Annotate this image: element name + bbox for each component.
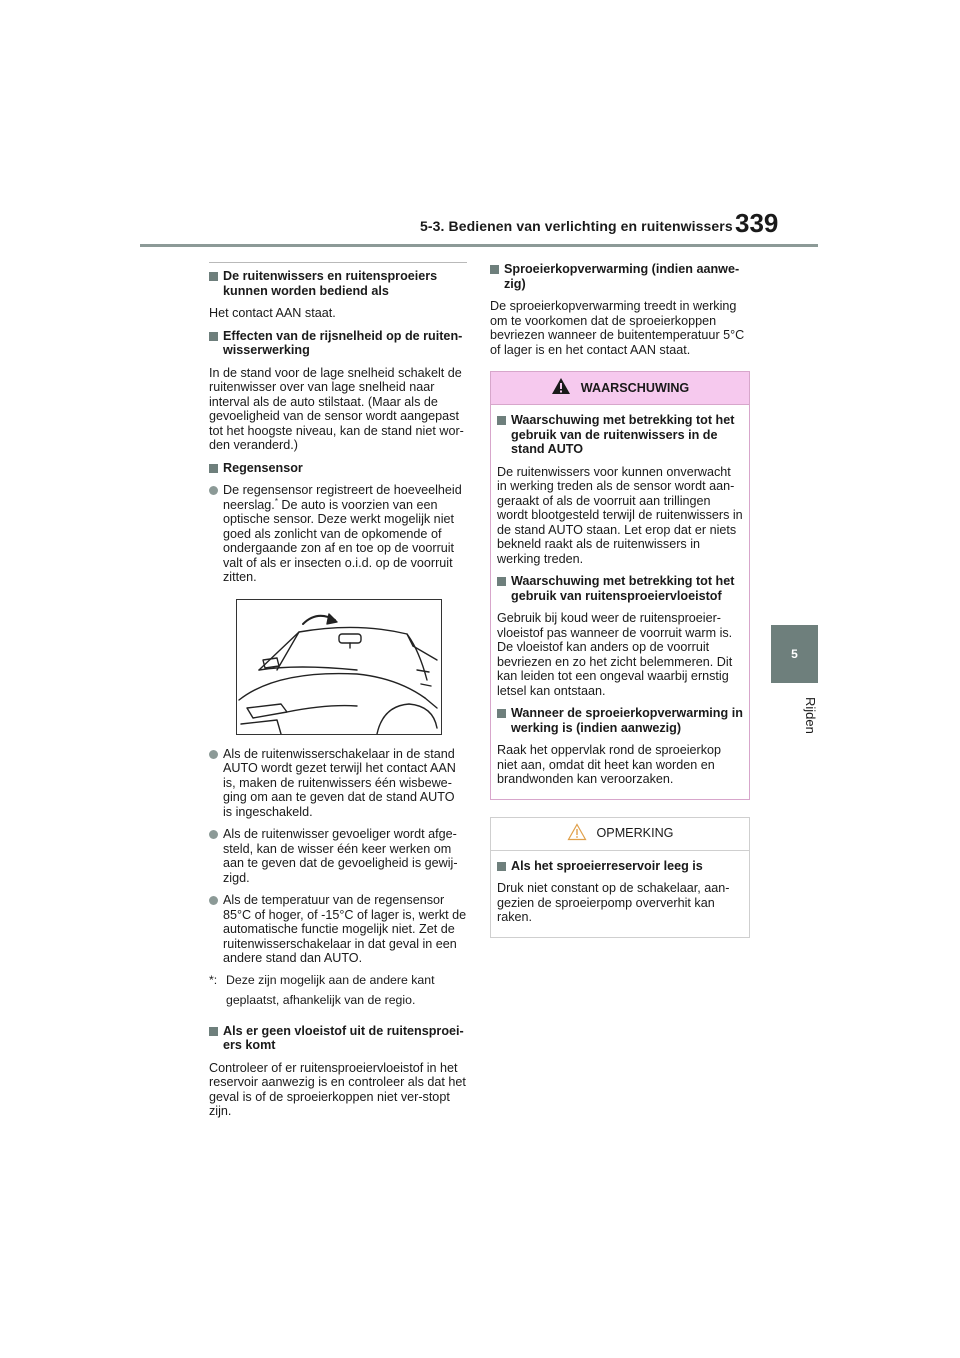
paragraph: Controleer of er ruitensproeiervloeistof in het reservoir aanwezig is en controleer als dat het geval is of de sproeierkoppen niet ver-stopt zijn. [209, 1060, 466, 1118]
page-number: 339 [735, 208, 779, 238]
caution-triangle-icon [567, 823, 587, 845]
round-bullet-icon [209, 486, 218, 495]
section-heading: Sproeierkopverwarming (indien aanwe-zig) [490, 262, 750, 291]
right-column [490, 262, 750, 938]
note-box [490, 817, 750, 938]
warning-title: WAARSCHUWING [580, 380, 690, 395]
section-heading: De ruitenwissers en ruitensproeiers kunnen worden bediend als [209, 269, 467, 298]
chapter-label: Rijden [803, 696, 818, 734]
car-windshield-icon [237, 600, 441, 734]
bullet-item: De regensensor registreert de hoeveelheid neerslag.* De auto is voorzien van een optische sensor. Deze werkt mogelijk niet goed als zonlicht van de opkomende of ondergaande zon af en toe op de voorruit valt of als er insecten o.i.d. op de voorruit zitten. [209, 483, 467, 585]
header-rule [140, 244, 818, 247]
bullet-item: Als de temperatuur van de regensensor 85°C of hoger, of -15°C of lager is, werkt de automatische functie mogelijk niet. Zet de ruitenwisserschakelaar in dat geval in een andere stand dan AUTO. [209, 893, 467, 966]
left-column [209, 262, 467, 1127]
section-heading: Regensensor [209, 461, 467, 476]
section-heading: Als er geen vloeistof uit de ruitensproei-ers komt [209, 1024, 467, 1053]
square-bullet-icon [497, 862, 506, 871]
section-heading: Waarschuwing met betrekking tot het gebruik van ruitensproeiervloeistof [497, 574, 743, 603]
footnote: *: Deze zijn mogelijk aan de andere kant geplaatst, afhankelijk van de regio. [209, 972, 435, 1007]
bullet-item: Als de ruitenwisser gevoeliger wordt afge-steld, kan de wisser één keer werken om aan te geven dat de gevoeligheid is gewij-zigd. [209, 827, 467, 885]
paragraph: De sproeierkopverwarming treedt in werking om te voorkomen dat de sproeierkoppen bevriezen wanneer de buitentemperatuur 5°C of lager is en het contact AAN staat. [490, 299, 745, 357]
round-bullet-icon [209, 896, 218, 905]
paragraph: In de stand voor de lage snelheid schakelt de ruitenwisser over van lage snelheid naar interval als de auto stilstaat. (Maar als de gevoeligheid van de sensor wordt aangepast tot het hoogste niveau, kan de stand niet wor-den veranderd.) [209, 365, 464, 452]
paragraph: Raak het oppervlak rond de sproeierkop niet aan, omdat dit heet kan worden en brandwonden kan veroorzaken. [497, 743, 722, 786]
section-title: 5-3. Bedienen van verlichting en ruitenwissers [420, 218, 733, 234]
bullet-item: Als de ruitenwisserschakelaar in de stand AUTO wordt gezet terwijl het contact AAN is, maken de ruitenwissers één wisbewe-ging om aan te geven dat de stand AUTO is ingeschakeld. [209, 747, 467, 820]
chapter-tab: 5 [771, 625, 818, 683]
warning-triangle-icon [551, 377, 571, 399]
column-top-rule [209, 262, 467, 263]
section-heading: Als het sproeierreservoir leeg is [497, 859, 743, 874]
square-bullet-icon [497, 577, 506, 586]
square-bullet-icon [209, 332, 218, 341]
warning-header [491, 372, 749, 405]
square-bullet-icon [497, 416, 506, 425]
square-bullet-icon [209, 464, 218, 473]
paragraph: Druk niet constant op de schakelaar, aan-gezien de sproeierpomp oververhit kan raken. [497, 881, 730, 924]
warning-box [490, 371, 750, 800]
round-bullet-icon [209, 830, 218, 839]
section-heading: Effecten van de rijsnelheid op de ruiten-wisserwerking [209, 329, 467, 358]
paragraph: Gebruik bij koud weer de ruitensproeier-vloeistof pas wanneer de voorruit warm is. De vloeistof kan anders op de voorruit bevriezen en zo het zicht belemmeren. Dit kan leiden tot een ongeval waarbij ernstig letsel kan ontstaan. [497, 611, 733, 698]
section-heading: Wanneer de sproeierkopverwarming in werking is (indien aanwezig) [497, 706, 743, 735]
car-windshield-illustration [236, 599, 442, 735]
note-header [491, 818, 749, 851]
note-title: OPMERKING [596, 826, 674, 841]
square-bullet-icon [209, 1027, 218, 1036]
square-bullet-icon [490, 265, 499, 274]
paragraph: Het contact AAN staat. [209, 306, 336, 320]
round-bullet-icon [209, 750, 218, 759]
square-bullet-icon [497, 709, 506, 718]
square-bullet-icon [209, 272, 218, 281]
section-heading: Waarschuwing met betrekking tot het gebruik van de ruitenwissers in de stand AUTO [497, 413, 743, 457]
paragraph: De ruitenwissers voor kunnen onverwacht in werking treden als de sensor wordt aan-geraakt of als de voorruit aan trillingen wordt blootgesteld terwijl de ruitenwissers in de stand AUTO staan. Let erop dat er niets bekneld raakt als de ruitenwissers in werking treden. [497, 464, 743, 566]
footnote-marker: * [274, 496, 278, 506]
